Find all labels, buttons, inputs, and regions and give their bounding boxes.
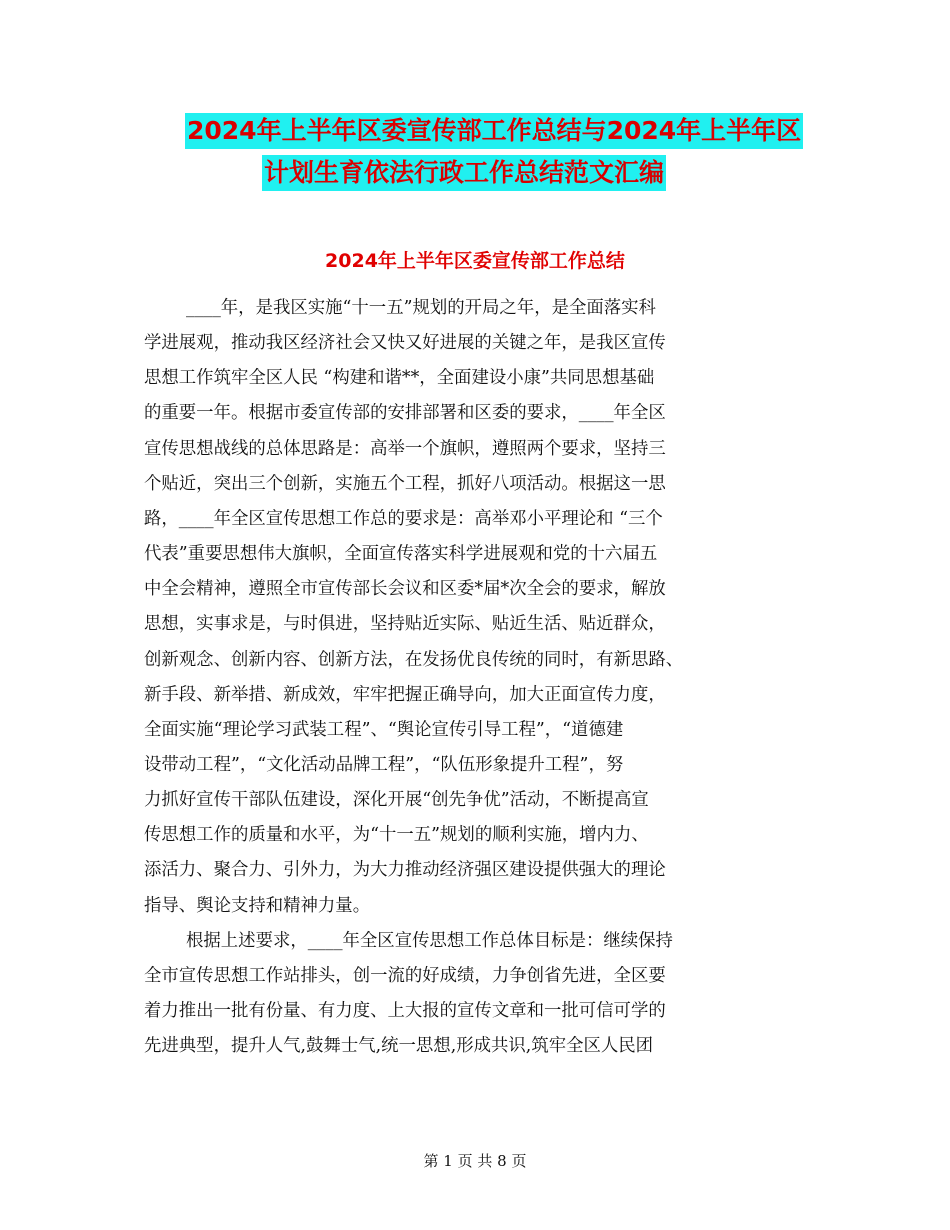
paragraph-line: 中全会精神，遵照全市宣传部长会议和区委*届*次全会的要求，解放 bbox=[144, 579, 666, 600]
paragraph-line: 代表”重要思想伟大旗帜，全面宣传落实科学进展观和党的十六届五 bbox=[144, 544, 658, 564]
paragraph-line: 力抓好宣传干部队伍建设，深化开展“创先争优”活动，不断提高宣 bbox=[144, 790, 649, 811]
paragraph-line: 根据上述要求，____年全区宣传思想工作总体目标是：继续保持 bbox=[186, 930, 673, 951]
paragraph-line: 思想，实事求是，与时俱进，坚持贴近实际、贴近生活、贴近群众， bbox=[144, 614, 666, 635]
paragraph-line: 新手段、新举措、新成效，牢牢把握正确导向，加大正面宣传力度， bbox=[144, 684, 666, 705]
title-line-2: 计划生育依法行政工作总结范文汇编 bbox=[262, 155, 666, 191]
paragraph-line: 宣传思想战线的总体思路是：高举一个旗帜，遵照两个要求，坚持三 bbox=[144, 438, 666, 459]
paragraph-line: 着力推出一批有份量、有力度、上大报的宣传文章和一批可信可学的 bbox=[144, 1001, 666, 1021]
page-footer: 第 1 页 共 8 页 bbox=[423, 1152, 527, 1170]
paragraph-line: 全市宣传思想工作站排头，创一流的好成绩，力争创省先进，全区要 bbox=[144, 965, 666, 986]
paragraph-line: 思想工作筑牢全区人民 “构建和谐**，全面建设小康”共同思想基础 bbox=[144, 368, 655, 389]
paragraph-line: 创新观念、创新内容、创新方法，在发扬优良传统的同时，有新思路、 bbox=[144, 649, 684, 670]
paragraph-line: 先进典型，提升人气,鼓舞士气,统一思想,形成共识,筑牢全区人民团 bbox=[144, 1036, 654, 1057]
title-line-1: 2024年上半年区委宣传部工作总结与2024年上半年区 bbox=[185, 113, 803, 149]
paragraph-line: 设带动工程”，“文化活动品牌工程”，“队伍形象提升工程”，努 bbox=[144, 755, 624, 775]
paragraph-line: 添活力、聚合力、引外力，为大力推动经济强区建设提供强大的理论 bbox=[144, 860, 666, 881]
section-heading: 2024年上半年区委宣传部工作总结 bbox=[325, 250, 625, 272]
paragraph-line: ____年，是我区实施“十一五”规划的开局之年，是全面落实科 bbox=[186, 298, 656, 318]
paragraph-line: 全面实施“理论学习武装工程”、“舆论宣传引导工程”，“道德建 bbox=[144, 719, 624, 740]
paragraph-line: 路，____年全区宣传思想工作总的要求是：高举邓小平理论和 “三个 bbox=[144, 508, 663, 529]
paragraph-line: 个贴近，突出三个创新，实施五个工程，抓好八项活动。根据这一思 bbox=[144, 473, 666, 494]
paragraph-line: 传思想工作的质量和水平，为“十一五”规划的顺利实施，增内力、 bbox=[144, 825, 649, 846]
paragraph-line: 的重要一年。根据市委宣传部的安排部署和区委的要求，____年全区 bbox=[144, 403, 666, 424]
paragraph-line: 指导、舆论支持和精神力量。 bbox=[144, 895, 371, 916]
paragraph-line: 学进展观，推动我区经济社会又快又好进展的关键之年，是我区宣传 bbox=[144, 333, 666, 354]
